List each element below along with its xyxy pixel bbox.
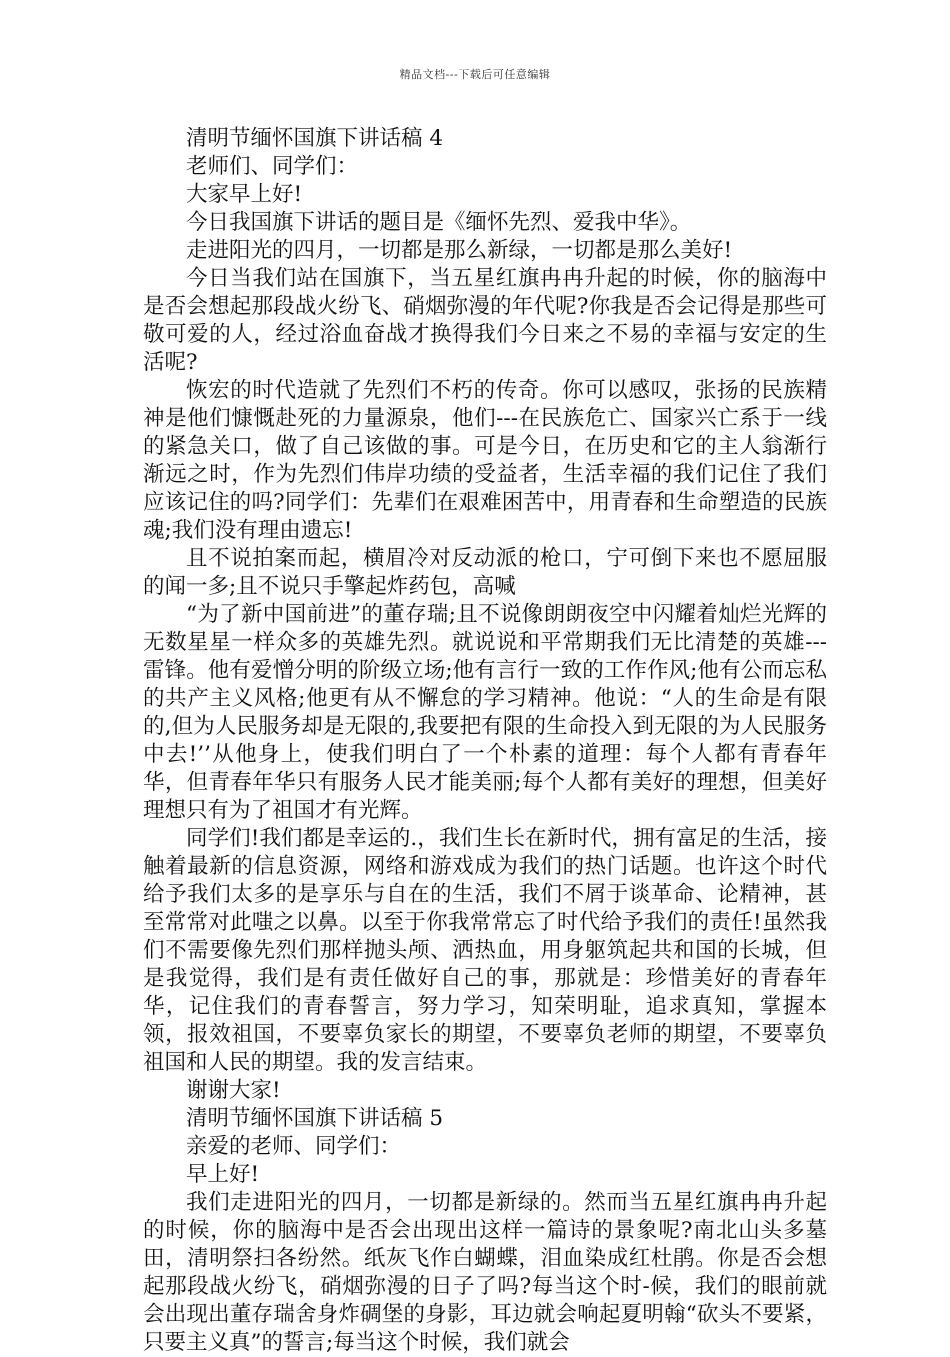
greeting: 大家早上好!	[186, 182, 303, 207]
paragraph: 且不说拍案而起，横眉冷对反动派的枪口，宁可倒下来也不愿屈服的闻一多;且不说只手擎起炸药包，高喊	[143, 546, 827, 599]
paragraph: “为了新中国前进”的董存瑞;且不说像朗朗夜空中闪耀着灿烂光辉的无数星星一样众多的英雄先烈。就说说和平常期我们无比清楚的英雄---雷锋。他有爱憎分明的阶级立场;他有言行一致的工作作风;他有公而忘私的共产主义风格;他更有从不懈怠的学习精神。他说：“人的生命是有限的,但为人民服务却是无限的,我要把有限的生命投入到无限的为人民服务中去!’’从他身上，使我们明白了一个朴素的道理：每个人都有青春年华，但青春年华只有服务人民才能美丽;每个人都有美好的理想，但美好理想只有为了祖国才有光辉。	[143, 602, 827, 823]
salutation: 亲爱的老师、同学们：	[186, 1134, 402, 1159]
speech-title: 清明节缅怀国旗下讲话稿 5	[186, 1106, 444, 1131]
page-header: 精品文档---下载后可任意编辑	[399, 68, 551, 81]
paragraph: 今日我国旗下讲话的题目是《缅怀先烈、爱我中华》。	[186, 210, 692, 235]
greeting: 早上好!	[186, 1162, 260, 1187]
paragraph: 我们走进阳光的四月，一切都是新绿的。然而当五星红旗冉冉升起的时候，你的脑海中是否会出现出这样一篇诗的景象呢?南北山头多墓田，清明祭扫各纷然。纸灰飞作白蝴蝶，泪血染成红杜鹃。你是否会想起那段战火纷飞，硝烟弥漫的日子了吗?每当这个时-候，我们的眼前就会出现出董存瑞舍身炸碉堡的身影，耳边就会响起夏明翰“砍头不要紧，只要主义真”的誓言;每当这个时候，我们就会	[143, 1190, 827, 1355]
paragraph: 今日当我们站在国旗下，当五星红旗冉冉升起的时候，你的脑海中是否会想起那段战火纷飞、硝烟弥漫的年代呢?你我是否会记得是那些可敬可爱的人，经过浴血奋战才换得我们今日来之不易的幸福与安定的生活呢?	[143, 266, 827, 375]
closing-thanks: 谢谢大家!	[186, 1078, 281, 1103]
paragraph: 恢宏的时代造就了先烈们不朽的传奇。你可以感叹，张扬的民族精神是他们慷慨赴死的力量源泉，他们---在民族危亡、国家兴亡系于一线的紧急关口，做了自己该做的事。可是今日，在历史和它的主人翁渐行渐远之时，作为先烈们伟岸功绩的受益者，生活幸福的我们记住了我们应该记住的吗?同学们：先辈们在艰难困苦中，用青春和生命塑造的民族魂;我们没有理由遗忘!	[143, 378, 827, 543]
paragraph: 同学们!我们都是幸运的.，我们生长在新时代，拥有富足的生活，接触着最新的信息资源，网络和游戏成为我们的热门话题。也许这个时代给予我们太多的是享乐与自在的生活，我们不屑于谈革命、论精神，甚至常常对此嗤之以鼻。以至于你我常常忘了时代给予我们的责任!虽然我们不需要像先烈们那样抛头颅、洒热血，用身躯筑起共和国的长城，但是我觉得，我们是有责任做好自己的事，那就是：珍惜美好的青春年华，记住我们的青春誓言，努力学习，知荣明耻，追求真知，掌握本领，报效祖国，不要辜负家长的期望，不要辜负老师的期望，不要辜负祖国和人民的期望。我的发言结束。	[143, 826, 827, 1075]
paragraph: 走进阳光的四月，一切都是那么新绿，一切都是那么美好!	[186, 238, 733, 263]
document-body	[143, 125, 827, 1357]
salutation: 老师们、同学们：	[186, 154, 359, 179]
speech-title: 清明节缅怀国旗下讲话稿 4	[186, 126, 444, 151]
